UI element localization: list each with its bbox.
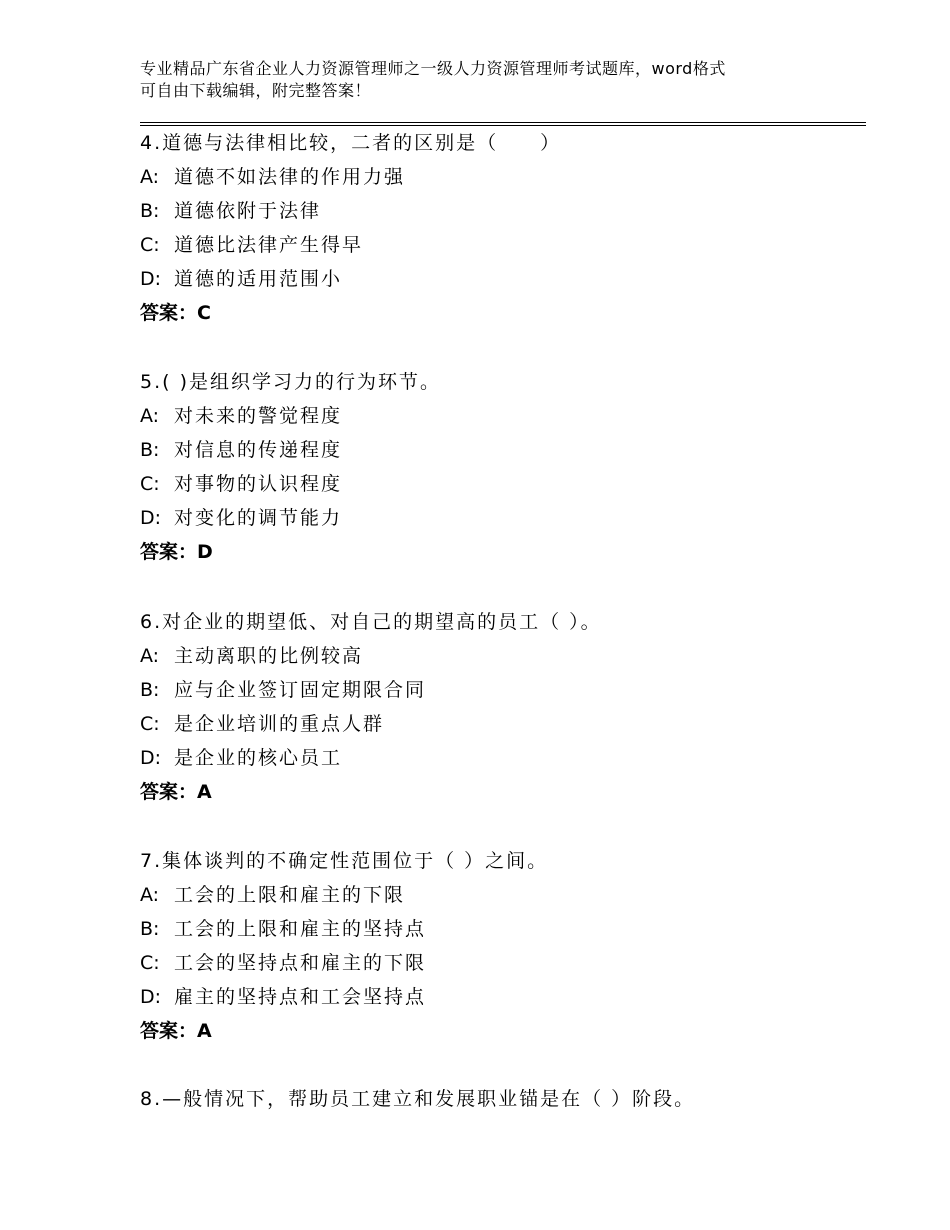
option-key: C: [140, 473, 160, 495]
answer-value: A [197, 781, 212, 803]
option-text: 对变化的调节能力 [174, 507, 343, 529]
option-text: 应与企业签订固定期限合同 [174, 679, 427, 701]
option-a [140, 639, 866, 673]
answer-line [140, 296, 866, 330]
option-d [140, 262, 866, 296]
question-8 [140, 1082, 866, 1116]
option-b [140, 673, 866, 707]
option-key: B: [140, 200, 160, 222]
question-7 [140, 844, 866, 1048]
option-c [140, 228, 866, 262]
question-stem: 7.集体谈判的不确定性范围位于（ ）之间。 [140, 850, 549, 872]
answer-label: 答案： [140, 302, 198, 324]
option-text: 道德不如法律的作用力强 [174, 166, 406, 188]
option-text: 工会的上限和雇主的下限 [174, 884, 406, 906]
option-key: A: [140, 645, 160, 667]
option-key: D: [140, 268, 162, 290]
option-c [140, 946, 866, 980]
answer-label: 答案： [140, 541, 198, 563]
answer-value: C [197, 302, 211, 324]
option-key: A: [140, 405, 160, 427]
answer-label: 答案： [140, 1020, 198, 1042]
question-4 [140, 126, 866, 330]
header-divider-top [140, 122, 866, 123]
option-text: 对事物的认识程度 [174, 473, 343, 495]
answer-line [140, 1014, 866, 1048]
option-key: B: [140, 679, 160, 701]
answer-line [140, 535, 866, 569]
option-a [140, 160, 866, 194]
option-a [140, 878, 866, 912]
option-key: D: [140, 986, 162, 1008]
option-text: 道德比法律产生得早 [174, 234, 364, 256]
option-key: A: [140, 166, 160, 188]
option-d [140, 980, 866, 1014]
question-stem: 8.—般情况下，帮助员工建立和发展职业锚是在（ ）阶段。 [140, 1088, 696, 1110]
option-c [140, 467, 866, 501]
option-text: 工会的坚持点和雇主的下限 [174, 952, 427, 974]
answer-value: D [197, 541, 213, 563]
option-key: C: [140, 234, 160, 256]
option-key: B: [140, 918, 160, 940]
header-line-2: 可自由下载编辑，附完整答案！ [140, 81, 372, 100]
option-b [140, 194, 866, 228]
option-text: 是企业培训的重点人群 [174, 713, 385, 735]
option-b [140, 433, 866, 467]
option-a [140, 399, 866, 433]
option-key: C: [140, 713, 160, 735]
option-key: C: [140, 952, 160, 974]
option-key: D: [140, 507, 162, 529]
header-line-1: 专业精品广东省企业人力资源管理师之一级人力资源管理师考试题库，word格式 [140, 59, 726, 78]
option-key: A: [140, 884, 160, 906]
answer-value: A [197, 1020, 212, 1042]
option-text: 主动离职的比例较高 [174, 645, 364, 667]
question-5 [140, 365, 866, 569]
question-stem: 4.道德与法律相比较，二者的区别是（ ） [140, 132, 562, 154]
option-key: D: [140, 747, 162, 769]
question-stem: 5.( )是组织学习力的行为环节。 [140, 371, 441, 393]
option-d [140, 501, 866, 535]
option-b [140, 912, 866, 946]
option-text: 对信息的传递程度 [174, 439, 343, 461]
option-c [140, 707, 866, 741]
option-text: 对未来的警觉程度 [174, 405, 343, 427]
option-text: 是企业的核心员工 [174, 747, 343, 769]
option-text: 道德的适用范围小 [174, 268, 343, 290]
answer-line [140, 775, 866, 809]
option-d [140, 741, 866, 775]
document-header [140, 58, 820, 102]
question-6 [140, 605, 866, 809]
option-text: 雇主的坚持点和工会坚持点 [174, 986, 427, 1008]
question-stem: 6.对企业的期望低、对自己的期望高的员工（ ）。 [140, 611, 602, 633]
option-text: 道德依附于法律 [174, 200, 322, 222]
option-key: B: [140, 439, 160, 461]
answer-label: 答案： [140, 781, 198, 803]
option-text: 工会的上限和雇主的坚持点 [174, 918, 427, 940]
